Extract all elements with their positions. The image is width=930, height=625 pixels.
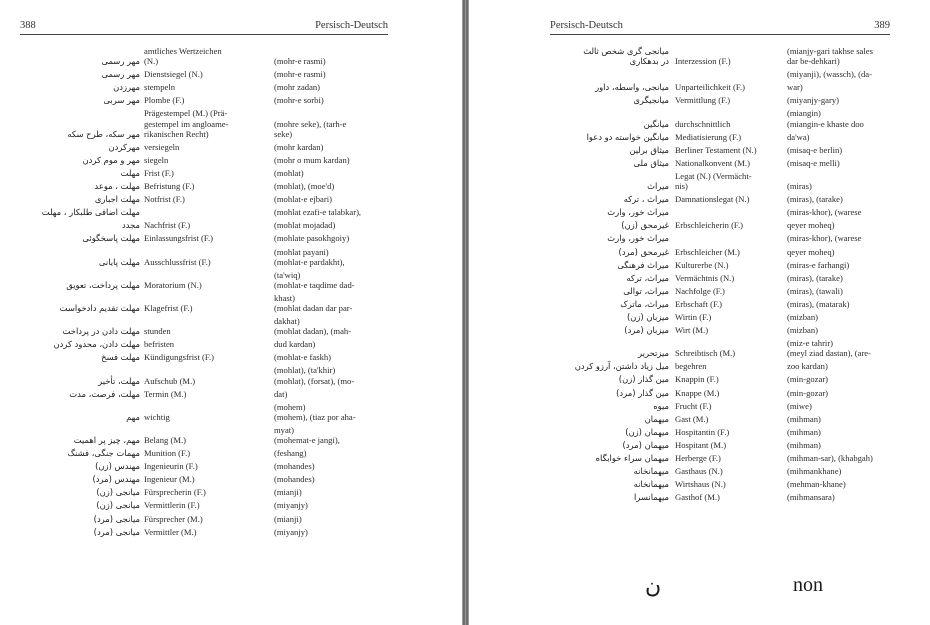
dictionary-entry (547, 427, 907, 437)
right-entry-list (547, 46, 907, 505)
transliteration: (mihman) (787, 413, 821, 424)
dictionary-entry (20, 425, 400, 445)
dictionary-entry (547, 401, 907, 411)
german-term: Interzession (F.) (675, 56, 731, 67)
persian-term: مهلت پاسخگوئی (82, 233, 140, 244)
persian-term: مهلت، تأخیر (98, 375, 140, 386)
dictionary-entry (20, 270, 400, 290)
german-term: versiegeln (144, 141, 180, 152)
persian-term: مهلت اضافی طلبکار ، مهلت (41, 207, 140, 218)
german-term: Befristung (F.) (144, 181, 195, 192)
persian-term: غیرمحق (زن) (621, 220, 669, 231)
german-term: Nachfrist (F.) (144, 220, 191, 231)
dictionary-entry (20, 82, 400, 92)
dictionary-entry (20, 108, 400, 138)
dictionary-entry (20, 461, 400, 471)
persian-term: مجدد (121, 220, 140, 231)
transliteration: (ta'wiq) (mohlat-e taqdime dad- (274, 269, 355, 290)
dictionary-entry (547, 440, 907, 450)
persian-term: میوه (653, 400, 669, 411)
gutter-divider-right (466, 0, 468, 625)
transliteration: (misaq-e berlin) (787, 144, 843, 155)
transliteration: (miras), (tarake) (787, 194, 843, 205)
persian-term: میانجی (مرد) (93, 526, 140, 537)
transliteration: (miras) (787, 181, 812, 192)
right-page-number: 389 (874, 20, 890, 31)
german-term: Ingenieur (M.) (144, 474, 195, 485)
transliteration: (misaq-e melli) (787, 157, 840, 168)
transliteration: (min-gozar) (787, 374, 829, 385)
dictionary-entry (547, 207, 907, 217)
persian-term: میانجی (زن) (96, 500, 140, 511)
german-term: Hospitantin (F.) (675, 426, 730, 437)
dictionary-entry (20, 487, 400, 497)
transliteration: (mianjy-gari takhse sales dar be-dehkari) (787, 46, 873, 67)
persian-term: مهلت تقدیم دادخواست (59, 302, 140, 313)
german-term: Ingenieurin (F.) (144, 461, 198, 472)
persian-term: مهلت پایانی (98, 256, 140, 267)
german-term: stunden (144, 326, 171, 337)
transliteration: khast) (mohlat dadan dar par- (274, 292, 353, 313)
left-running-header (20, 18, 388, 35)
transliteration: war) (787, 82, 803, 93)
dictionary-entry (547, 374, 907, 384)
transliteration: (mihmankhane) (787, 466, 842, 477)
german-term: Gast (M.) (675, 413, 709, 424)
transliteration: (mohlate pasokhgoiy) (274, 233, 350, 244)
transliteration: (mohlat mojadad) (274, 220, 336, 231)
transliteration: (miangin) (miangin-e khaste doo (787, 108, 864, 129)
gutter-divider-left (463, 0, 465, 625)
persian-term: مهر رسمی (101, 69, 140, 80)
transliteration: (mihman-sar), (khabgah) (787, 453, 873, 463)
dictionary-entry (547, 194, 907, 204)
dictionary-entry (20, 500, 400, 510)
transliteration: (mohlat ezafi-e talabkar), (274, 207, 362, 218)
transliteration: (mizban) (787, 325, 819, 336)
transliteration: (mohlat payani) (mohlat-e pardakht), (274, 246, 345, 267)
transliteration: (mohandes) (274, 461, 315, 472)
german-term: Mediatisierung (F.) (675, 131, 742, 142)
transliteration: (mohr-e sorbi) (274, 95, 324, 106)
persian-term: میل زیاد داشتن، آرزو کردن (574, 361, 669, 372)
persian-term: میزبان (مرد) (624, 325, 669, 336)
german-term: Einlassungsfrist (F.) (144, 233, 214, 244)
persian-term: مهم، چیز پر اهمیت (73, 435, 140, 445)
persian-term: میانجی (مرد) (93, 513, 140, 524)
german-term: Kündigungsfrist (F.) (144, 352, 214, 363)
persian-term: میهمان (مرد) (622, 439, 669, 450)
transliteration: (mohlat-e ejbari) (274, 194, 332, 205)
transliteration: zoo kardan) (787, 361, 828, 372)
transliteration: (mihman) (787, 426, 821, 437)
persian-term: میهمان سراء خوابگاه (595, 453, 669, 463)
german-term: Aufschub (M.) (144, 375, 196, 386)
persian-term: مهندس (زن) (95, 461, 140, 472)
dictionary-entry (20, 46, 400, 66)
german-term: Munition (F.) (144, 448, 191, 459)
right-page (469, 0, 930, 625)
german-term: siegeln (144, 154, 169, 165)
transliteration: (miras-e farhangi) (787, 259, 850, 270)
persian-term: میراث، توالی (623, 285, 669, 296)
dictionary-entry (20, 293, 400, 313)
transliteration: (miyanjy) (274, 500, 308, 511)
transliteration: (mohre seke), (tarh-e seke) (274, 118, 347, 139)
transliteration: (miras), (tarake) (787, 272, 843, 283)
transliteration: qeyer moheq) (787, 246, 835, 257)
persian-term: مهم (126, 411, 140, 422)
german-term: Vermittler (M.) (144, 526, 197, 537)
german-term: Gasthaus (N.) (675, 466, 723, 477)
persian-term: مهرزدن (113, 82, 140, 93)
transliteration: (miras-khor), (warese (787, 207, 862, 218)
persian-term: مهلت ، موعد (94, 181, 140, 192)
persian-term: میهمانسرا (633, 492, 669, 503)
german-term: Plombe (F.) (144, 95, 185, 106)
left-page (0, 0, 462, 625)
transliteration: (mohr-e rasmi) (274, 56, 326, 67)
transliteration: (miras-khor), (warese (787, 233, 862, 244)
dictionary-entry (20, 527, 400, 537)
dictionary-entry (20, 233, 400, 243)
german-term: amtliches Wertzeichen (N.) (144, 46, 222, 67)
dictionary-entry (547, 479, 907, 489)
german-term: stempeln (144, 82, 176, 93)
persian-term: مهر سربی (103, 95, 140, 106)
dictionary-entry (547, 247, 907, 257)
transliteration: (miyanjy-gary) (787, 95, 840, 106)
dictionary-entry (20, 389, 400, 399)
transliteration: (mehman-khane) (787, 479, 846, 490)
transliteration: dakhat) (mohlat dadan), (mah- (274, 316, 352, 337)
german-term: Schreibtisch (M.) (675, 348, 736, 359)
transliteration: (mohandes) (274, 474, 315, 485)
german-term: Termin (M.) (144, 388, 187, 399)
dictionary-entry (20, 365, 400, 385)
transliteration: (miz-e tahrir) (meyl ziad dastan), (are- (787, 338, 871, 359)
german-term: Belang (M.) (144, 435, 187, 445)
dictionary-entry (20, 316, 400, 336)
dictionary-entry (20, 207, 400, 217)
dictionary-entry (20, 181, 400, 191)
dictionary-entry (20, 352, 400, 362)
right-running-header (550, 18, 890, 35)
persian-term: میثاق ملی (633, 157, 669, 168)
german-term: Kulturerbe (N.) (675, 259, 729, 270)
persian-term: مین گذار (مرد) (616, 387, 669, 398)
dictionary-entry (20, 339, 400, 349)
persian-term: میراث ، ترکه (623, 194, 669, 205)
persian-term: میهمان (644, 413, 669, 424)
persian-term: مهمات جنگی، فشنگ (67, 448, 140, 459)
german-term: Vermächtnis (N.) (675, 272, 735, 283)
transliteration: (mohem) (mohem), (tiaz por aha- (274, 401, 356, 422)
persian-term: مهر و موم کردن (82, 154, 140, 165)
german-term: Legat (N.) (Vermächt- nis) (675, 170, 752, 192)
german-term: Damnationslegat (N.) (675, 194, 750, 205)
german-term: Fürsprecherin (F.) (144, 487, 206, 498)
german-term: Vermittlung (F.) (675, 95, 731, 106)
dictionary-entry (20, 247, 400, 267)
german-term: Nationalkonvent (M.) (675, 157, 750, 168)
transliteration: da'wa) (787, 131, 810, 142)
transliteration: (miras), (matarak) (787, 298, 850, 309)
german-term: Fürsprecher (M.) (144, 513, 203, 524)
persian-term: مهر رسمی (101, 56, 140, 67)
transliteration: (mianji) (274, 487, 302, 498)
german-term: Prägestempel (M.) (Prä- gestempel im angloame- rikanischen Recht) (144, 108, 229, 139)
transliteration: (mizban) (787, 311, 819, 322)
persian-term: میانگین خواسته دو دعوا (586, 131, 669, 142)
dictionary-entry (20, 402, 400, 422)
persian-term: غیرمحق (مرد) (618, 246, 669, 257)
persian-term: مهلت دادن، محدود کردن (53, 339, 140, 350)
persian-term: مهلت اجباری (94, 194, 140, 205)
german-term: Vermittlerin (F.) (144, 500, 200, 511)
transliteration: (miyanji), (wassch), (da- (787, 69, 872, 80)
persian-term: میهمانخانه (633, 479, 669, 490)
dictionary-entry (547, 453, 907, 463)
persian-term: مهلت فسخ (101, 352, 140, 363)
german-term: wichtig (144, 411, 170, 422)
persian-term: میراث، ماترک (620, 298, 669, 309)
dictionary-entry (547, 388, 907, 398)
transliteration: (miyanjy) (274, 526, 308, 537)
persian-term: میانجی گری شخص ثالث در بدهکاری (583, 46, 669, 67)
dictionary-entry (547, 312, 907, 322)
transliteration: (min-gozar) (787, 387, 829, 398)
persian-term: میزتحریر (638, 348, 669, 359)
persian-term: مهلت، فرصت، مدت (69, 388, 140, 399)
german-term: Dienstsiegel (N.) (144, 69, 203, 80)
german-term: Knappe (M.) (675, 387, 720, 398)
transliteration: dat) (274, 388, 288, 399)
dictionary-entry (547, 108, 907, 128)
dictionary-entry (20, 155, 400, 165)
transliteration: (miras), (tawali) (787, 285, 843, 296)
persian-term: میراث (647, 181, 669, 192)
german-term: Wirtshaus (N.) (675, 479, 726, 490)
dictionary-entry (20, 168, 400, 178)
persian-term: میانجی (زن) (96, 487, 140, 498)
german-term: durchschnittlich (675, 118, 731, 129)
dictionary-entry (547, 299, 907, 309)
dictionary-entry (547, 145, 907, 155)
transliteration: (mohr o mum kardan) (274, 154, 350, 165)
dictionary-entry (547, 69, 907, 79)
german-term: Moratorium (N.) (144, 279, 202, 290)
dictionary-entry (547, 466, 907, 476)
transliteration: (mianji) (274, 513, 302, 524)
persian-term: مهر سکه، طرح سکه (67, 128, 140, 139)
transliteration: (miwe) (787, 400, 812, 411)
transliteration: qeyer moheq) (787, 220, 835, 231)
german-term: Erbschleicherin (F.) (675, 220, 744, 231)
persian-term: میانگین (643, 118, 669, 129)
transliteration: (mohr zadan) (274, 82, 321, 93)
dictionary-entry (547, 158, 907, 168)
transliteration: (mohr kardan) (274, 141, 324, 152)
dictionary-entry (20, 69, 400, 79)
german-term: Notfrist (F.) (144, 194, 185, 205)
right-running-head: Persisch-Deutsch (550, 20, 623, 31)
transliteration: dud kardan) (274, 339, 316, 350)
persian-term: مهندس (مرد) (92, 474, 140, 485)
persian-term: میهمان (زن) (625, 426, 669, 437)
dictionary-entry (547, 220, 907, 230)
german-term: Unparteilichkeit (F.) (675, 82, 745, 93)
dictionary-entry (20, 194, 400, 204)
dictionary-entry (547, 361, 907, 371)
german-term: Berliner Testament (N.) (675, 144, 757, 155)
persian-term: میانجی، واسطه، داور (595, 82, 669, 93)
german-term: Wirt (M.) (675, 325, 709, 336)
left-page-number: 388 (20, 20, 36, 31)
german-term: befristen (144, 339, 175, 350)
left-entry-list (20, 46, 400, 540)
german-term: Knappin (F.) (675, 374, 719, 385)
persian-term: مهرکردن (108, 141, 140, 152)
persian-term: میهمانخانه (633, 466, 669, 477)
german-term: Herberge (F.) (675, 453, 721, 463)
german-term: Nachfolge (F.) (675, 285, 725, 296)
dictionary-entry (20, 514, 400, 524)
transliteration: (mihman) (787, 439, 821, 450)
dictionary-entry (547, 492, 907, 502)
dictionary-entry (547, 273, 907, 283)
dictionary-entry (547, 95, 907, 105)
persian-term: مین گذار (زن) (618, 374, 669, 385)
left-running-head: Persisch-Deutsch (315, 20, 388, 31)
dictionary-entry (20, 95, 400, 105)
dictionary-entry (547, 286, 907, 296)
persian-term: میراث خور، وارث (607, 207, 669, 218)
section-letter-persian: ن (645, 574, 662, 599)
dictionary-entry (547, 414, 907, 424)
transliteration: (mohlat), (moe'd) (274, 181, 335, 192)
transliteration: (mohlat), (ta'khir) (mohlat), (forsat), (mo- (274, 365, 355, 386)
german-term: Frist (F.) (144, 167, 174, 178)
transliteration: myat) (mohemat-e jangi), (274, 424, 340, 445)
persian-term: مهلت پرداخت، تعویق (66, 279, 140, 290)
persian-term: میراث خور، وارث (607, 233, 669, 244)
dictionary-entry (547, 325, 907, 335)
transliteration: (mohlat-e faskh) (274, 352, 332, 363)
german-term: Hospitant (M.) (675, 439, 727, 450)
german-term: begehren (675, 361, 707, 372)
dictionary-entry (547, 82, 907, 92)
dictionary-entry (547, 233, 907, 243)
persian-term: مهلت (120, 167, 140, 178)
persian-term: مهلت دادن در پرداخت (62, 326, 140, 337)
dictionary-entry (547, 132, 907, 142)
dictionary-entry (547, 338, 907, 358)
dictionary-entry (20, 448, 400, 458)
persian-term: میراث، ترکه (626, 272, 669, 283)
section-letter-latin: non (793, 574, 823, 596)
persian-term: میزبان (زن) (626, 311, 669, 322)
transliteration: (mohlat) (274, 167, 304, 178)
dictionary-entry (547, 171, 907, 191)
persian-term: میثاق برلین (629, 144, 669, 155)
german-term: Ausschlussfrist (F.) (144, 256, 211, 267)
german-term: Erbschaft (F.) (675, 298, 723, 309)
dictionary-entry (547, 46, 907, 66)
transliteration: (mohr-e rasmi) (274, 69, 326, 80)
dictionary-entry (20, 474, 400, 484)
transliteration: (feshang) (274, 448, 307, 459)
german-term: Erbschleicher (M.) (675, 246, 740, 257)
german-term: Wirtin (F.) (675, 311, 712, 322)
dictionary-entry (20, 220, 400, 230)
german-term: Gasthof (M.) (675, 492, 720, 503)
persian-term: میراث فرهنگی (617, 259, 669, 270)
persian-term: میانجیگری (633, 95, 669, 106)
transliteration: (mihmansara) (787, 492, 835, 503)
dictionary-entry (547, 260, 907, 270)
dictionary-entry (20, 142, 400, 152)
german-term: Klagefrist (F.) (144, 302, 193, 313)
german-term: Frucht (F.) (675, 400, 712, 411)
